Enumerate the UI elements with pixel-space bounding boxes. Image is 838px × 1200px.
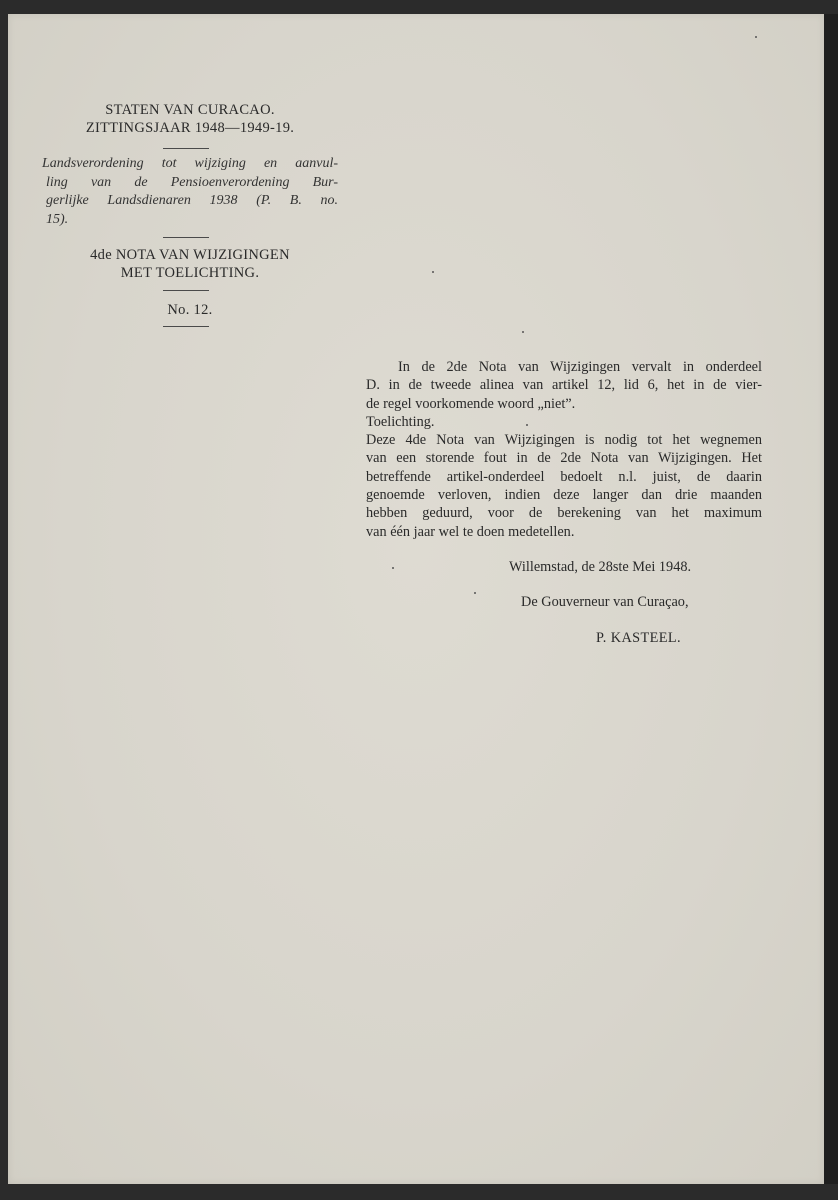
subject-line: ling van de Pensioenverordening Bur- [46,174,338,190]
divider-rule [163,290,209,291]
paper-speck [526,424,528,426]
divider-rule [163,326,209,327]
body-line: betreffende artikel-onderdeel bedoelt n.l. juist, de daarin [366,468,762,485]
body-line: D. in de tweede alinea van artikel 12, lid 6, het in de vier- [366,377,762,394]
nota-title: 4de NOTA VAN WIJZIGINGEN [90,247,290,263]
paper-speck [392,567,394,569]
scan-border [824,14,838,1184]
body-line: van een storende fout in de 2de Nota van Wijzigingen. Het [366,450,762,467]
body-line: genoemde verloven, indien deze langer dan drie maanden [366,487,762,504]
place-date: Willemstad, de 28ste Mei 1948. [509,559,692,575]
header-title: STATEN VAN CURACAO. [105,102,275,118]
paper-speck [522,331,524,333]
body-paragraph-1 [366,358,762,541]
body-line: de regel voorkomende woord „niet”. [366,395,576,412]
divider-rule [163,148,209,149]
paper-speck [755,36,757,38]
nota-subtitle: MET TOELICHTING. [120,265,260,281]
paper-speck [432,271,434,273]
header-session: ZITTINGSJAAR 1948—1949-19. [85,120,295,136]
nota-number: No. 12. [167,302,213,318]
signatory-title: De Gouverneur van Curaçao, [521,594,689,610]
paper-speck [474,592,476,594]
body-line: In de 2de Nota van Wijzigingen vervalt in onderdeel [398,359,762,375]
body-line: Deze 4de Nota van Wijzigingen is nodig tot het wegnemen [366,432,762,449]
body-line: van één jaar wel te doen medetellen. [366,523,575,540]
signatory-name: P. KASTEEL. [596,630,682,646]
body-line: hebben geduurd, voor de berekening van het maximum [366,505,762,522]
subject-block [42,155,338,229]
divider-rule [163,237,209,238]
subject-line: Landsverordening tot wijziging en aanvul- [42,156,338,171]
toelichting-heading: Toelichting. [366,413,435,430]
subject-line: gerlijke Landsdienaren 1938 (P. B. no. [46,193,338,208]
subject-line: 15). [46,211,69,227]
